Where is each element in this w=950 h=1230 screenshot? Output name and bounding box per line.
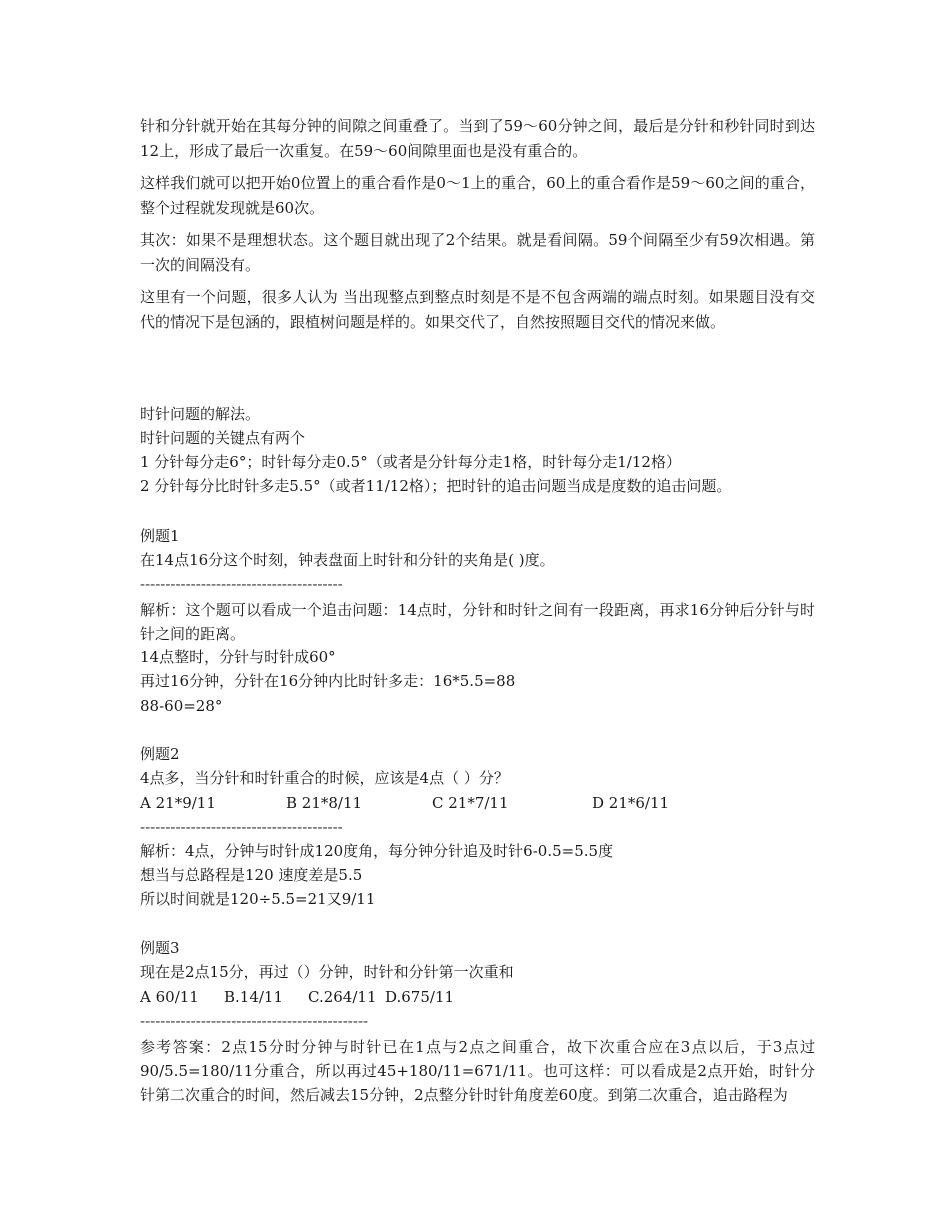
example-1-step-1: 14点整时，分针与时针成60° xyxy=(140,648,336,666)
example-3-separator: --------------------------------------------- xyxy=(140,1012,369,1030)
example-1-step-3: 88-60=28° xyxy=(140,697,223,715)
example-1-question: 在14点16分这个时刻，钟表盘面上时针和分针的夹角是( )度。 xyxy=(140,551,555,569)
example-3-option-a: A 60/11 xyxy=(140,988,199,1006)
example-3-option-d: D.675/11 xyxy=(385,988,455,1006)
paragraph-endpoint-issue: 这里有一个问题，很多人认为 当出现整点到整点时刻是不是不包含两端的端点时刻。如果题目没有交代的情况下是包涵的，跟植树问题是样的。如果交代了，自然按照题目交代的情况来做。 xyxy=(140,288,815,331)
example-2-separator: ---------------------------------------- xyxy=(140,818,343,836)
method-title: 时针问题的解法。 xyxy=(140,405,261,423)
example-2-step-2: 所以时间就是120÷5.5=21又9/11 xyxy=(140,890,376,908)
example-2-option-a: A 21*9/11 xyxy=(140,794,216,812)
example-1-analysis: 解析：这个题可以看成一个追击问题：14点时，分针和时针之间有一段距离，再求16分钟后分针与时针之间的距离。 xyxy=(140,601,815,643)
method-point-2: 2 分针每分比时针多走5.5°（或者11/12格）；把时针的追击问题当成是度数的追击问题。 xyxy=(140,477,732,495)
example-3-option-c: C.264/11 xyxy=(308,988,377,1006)
method-key-points: 时针问题的关键点有两个 xyxy=(140,429,306,447)
example-2-step-1: 想当与总路程是120 速度差是5.5 xyxy=(140,866,363,884)
paragraph-sixty-times: 这样我们就可以把开始0位置上的重合看作是0～1上的重合，60上的重合看作是59～60之间的重合，整个过程就发现就是60次。 xyxy=(140,174,815,217)
example-2-title: 例题2 xyxy=(140,745,180,763)
example-2-option-c: C 21*7/11 xyxy=(432,794,509,812)
example-2-option-b: B 21*8/11 xyxy=(286,794,363,812)
paragraph-non-ideal: 其次：如果不是理想状态。这个题目就出现了2个结果。就是看间隔。59个间隔至少有59次相遇。第一次的间隔没有。 xyxy=(140,231,815,274)
example-1-title: 例题1 xyxy=(140,527,180,545)
example-1-step-2: 再过16分钟，分针在16分钟内比时针多走：16*5.5=88 xyxy=(140,672,516,690)
example-2-option-d: D 21*6/11 xyxy=(592,794,670,812)
example-2-question: 4点多，当分针和时针重合的时候，应该是4点（ ）分？ xyxy=(140,769,509,787)
method-point-1: 1 分针每分走6°；时针每分走0.5°（或者是分针每分走1格，时针每分走1/12格） xyxy=(140,453,681,471)
example-1-separator: ---------------------------------------- xyxy=(140,575,343,593)
example-2-analysis: 解析：4点，分钟与时针成120度角，每分钟分针追及时针6-0.5=5.5度 xyxy=(140,842,614,860)
example-3-answer: 参考答案：2点15分时分钟与时针已在1点与2点之间重合，故下次重合应在3点以后，于3点过90/5.5=180/11分重合，所以再过45+180/11=671/11。也可这样：可以看成是2点开始，时针分针第二次重合的时间，然后减去15分钟，2点整分针时针角度差60度。到第二次重合，追击路程为 xyxy=(140,1038,815,1104)
example-3-title: 例题3 xyxy=(140,939,180,957)
example-3-question: 现在是2点15分，再过（）分钟，时针和分针第一次重和 xyxy=(140,963,514,981)
paragraph-overlap: 针和分针就开始在其每分钟的间隙之间重叠了。当到了59～60分钟之间，最后是分针和秒针同时到达12上，形成了最后一次重复。在59～60间隙里面也是没有重合的。 xyxy=(140,117,815,160)
example-3-option-b: B.14/11 xyxy=(224,988,284,1006)
